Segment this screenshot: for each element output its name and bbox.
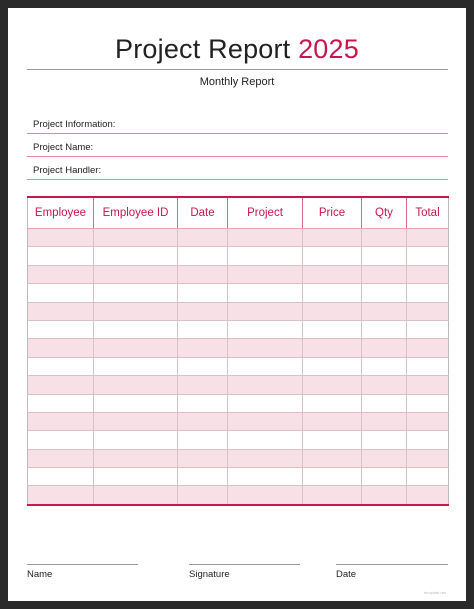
table-cell[interactable] — [28, 412, 94, 430]
table-cell[interactable] — [28, 357, 94, 375]
table-cell[interactable] — [228, 357, 303, 375]
table-cell[interactable] — [94, 302, 178, 320]
table-cell[interactable] — [94, 431, 178, 449]
table-cell[interactable] — [178, 247, 228, 265]
table-cell[interactable] — [178, 265, 228, 283]
table-row — [28, 486, 449, 505]
title-main: Project Report — [115, 34, 291, 64]
table-cell[interactable] — [407, 357, 449, 375]
table-cell[interactable] — [407, 394, 449, 412]
table-row — [28, 376, 449, 394]
table-row — [28, 320, 449, 338]
table-cell[interactable] — [407, 284, 449, 302]
table-cell[interactable] — [228, 394, 303, 412]
table-cell[interactable] — [94, 412, 178, 430]
report-table — [27, 196, 449, 506]
table-cell[interactable] — [362, 265, 407, 283]
table-cell[interactable] — [362, 357, 407, 375]
table-cell[interactable] — [94, 247, 178, 265]
document-subtitle: Monthly Report — [199, 76, 275, 88]
table-row — [28, 357, 449, 375]
column-header-employee-id: Employee ID — [94, 197, 178, 229]
table-cell[interactable] — [94, 284, 178, 302]
table-cell[interactable] — [303, 376, 362, 394]
table-cell[interactable] — [94, 449, 178, 467]
name-label: Name — [27, 569, 53, 580]
table-cell[interactable] — [407, 339, 449, 357]
table-cell[interactable] — [228, 376, 303, 394]
table-cell[interactable] — [178, 357, 228, 375]
table-cell[interactable] — [303, 339, 362, 357]
column-header-qty: Qty — [362, 197, 407, 229]
table-row — [28, 229, 449, 247]
table-cell[interactable] — [362, 320, 407, 338]
table-cell[interactable] — [28, 284, 94, 302]
date-signature-line[interactable] — [336, 564, 448, 565]
table-cell[interactable] — [303, 302, 362, 320]
table-cell[interactable] — [303, 320, 362, 338]
project-handler-label: Project Handler: — [33, 165, 102, 176]
table-header-row — [28, 197, 449, 229]
table-cell[interactable] — [407, 265, 449, 283]
table-cell[interactable] — [178, 339, 228, 357]
table-cell[interactable] — [178, 394, 228, 412]
column-header-date: Date — [178, 197, 228, 229]
table-cell[interactable] — [407, 449, 449, 467]
table-cell[interactable] — [407, 431, 449, 449]
table-cell[interactable] — [228, 449, 303, 467]
table-cell[interactable] — [407, 302, 449, 320]
table-cell[interactable] — [178, 229, 228, 247]
table-cell[interactable] — [94, 376, 178, 394]
table-cell[interactable] — [362, 468, 407, 486]
project-name-label: Project Name: — [33, 142, 94, 153]
table-cell[interactable] — [94, 265, 178, 283]
table-row — [28, 468, 449, 486]
table-row — [28, 265, 449, 283]
table-cell[interactable] — [178, 376, 228, 394]
table-cell[interactable] — [362, 229, 407, 247]
table-cell[interactable] — [228, 431, 303, 449]
table-row — [28, 247, 449, 265]
table-cell[interactable] — [228, 320, 303, 338]
table-cell[interactable] — [94, 339, 178, 357]
project-information-field[interactable] — [27, 111, 448, 134]
column-header-project: Project — [228, 197, 303, 229]
table-cell[interactable] — [362, 449, 407, 467]
column-header-employee: Employee — [28, 197, 94, 229]
table-cell[interactable] — [94, 320, 178, 338]
table-cell[interactable] — [228, 284, 303, 302]
report-page — [8, 8, 466, 601]
table-cell[interactable] — [28, 486, 94, 505]
name-signature-line[interactable] — [27, 564, 138, 565]
table-cell[interactable] — [28, 376, 94, 394]
table-cell[interactable] — [28, 265, 94, 283]
date-label: Date — [336, 569, 357, 580]
table-cell[interactable] — [362, 394, 407, 412]
table-cell[interactable] — [228, 265, 303, 283]
table-cell[interactable] — [228, 412, 303, 430]
table-cell[interactable] — [228, 302, 303, 320]
table-cell[interactable] — [407, 412, 449, 430]
table-cell[interactable] — [303, 468, 362, 486]
table-row — [28, 449, 449, 467]
table-cell[interactable] — [362, 376, 407, 394]
table-cell[interactable] — [94, 357, 178, 375]
project-information-label: Project Information: — [33, 119, 116, 130]
table-cell[interactable] — [28, 229, 94, 247]
table-cell[interactable] — [178, 486, 228, 505]
table-cell[interactable] — [28, 247, 94, 265]
table-cell[interactable] — [178, 302, 228, 320]
table-cell[interactable] — [303, 229, 362, 247]
table-cell[interactable] — [303, 394, 362, 412]
table-cell[interactable] — [407, 486, 449, 505]
table-cell[interactable] — [178, 412, 228, 430]
table-cell[interactable] — [362, 486, 407, 505]
column-header-price: Price — [303, 197, 362, 229]
table-cell[interactable] — [178, 468, 228, 486]
project-handler-field[interactable] — [27, 157, 448, 180]
signature-label: Signature — [189, 569, 230, 580]
table-cell[interactable] — [407, 229, 449, 247]
table-cell[interactable] — [178, 284, 228, 302]
table-cell[interactable] — [228, 486, 303, 505]
table-cell[interactable] — [303, 486, 362, 505]
table-cell[interactable] — [28, 449, 94, 467]
table-cell[interactable] — [362, 339, 407, 357]
table-cell[interactable] — [94, 229, 178, 247]
table-cell[interactable] — [228, 229, 303, 247]
table-row — [28, 302, 449, 320]
table-cell[interactable] — [28, 339, 94, 357]
table-cell[interactable] — [178, 449, 228, 467]
table-cell[interactable] — [362, 284, 407, 302]
table-cell[interactable] — [407, 468, 449, 486]
table-cell[interactable] — [303, 247, 362, 265]
table-row — [28, 394, 449, 412]
table-body — [28, 229, 449, 505]
table-cell[interactable] — [362, 247, 407, 265]
table-cell[interactable] — [303, 265, 362, 283]
title-year: 2025 — [298, 34, 359, 64]
column-header-total: Total — [407, 197, 449, 229]
table-cell[interactable] — [303, 449, 362, 467]
table-cell[interactable] — [28, 394, 94, 412]
table-cell[interactable] — [228, 247, 303, 265]
table-cell[interactable] — [303, 412, 362, 430]
table-cell[interactable] — [94, 468, 178, 486]
table-cell[interactable] — [228, 339, 303, 357]
table-row — [28, 339, 449, 357]
table-cell[interactable] — [28, 468, 94, 486]
table-row — [28, 431, 449, 449]
project-name-field[interactable] — [27, 134, 448, 157]
table-cell[interactable] — [178, 320, 228, 338]
table-cell[interactable] — [178, 431, 228, 449]
table-cell[interactable] — [407, 247, 449, 265]
table-cell[interactable] — [362, 302, 407, 320]
table-cell[interactable] — [228, 468, 303, 486]
table-row — [28, 284, 449, 302]
title-divider — [27, 69, 448, 70]
table-cell[interactable] — [407, 376, 449, 394]
table-cell[interactable] — [28, 320, 94, 338]
table-cell[interactable] — [362, 412, 407, 430]
table-cell[interactable] — [303, 284, 362, 302]
watermark: template.net — [423, 590, 446, 595]
table-cell[interactable] — [28, 431, 94, 449]
table-cell[interactable] — [94, 394, 178, 412]
table-cell[interactable] — [362, 431, 407, 449]
document-title — [8, 34, 466, 65]
table-cell[interactable] — [303, 357, 362, 375]
table-cell[interactable] — [94, 486, 178, 505]
table-cell[interactable] — [28, 302, 94, 320]
signature-line[interactable] — [189, 564, 300, 565]
table-cell[interactable] — [303, 431, 362, 449]
table-row — [28, 412, 449, 430]
table-cell[interactable] — [407, 320, 449, 338]
